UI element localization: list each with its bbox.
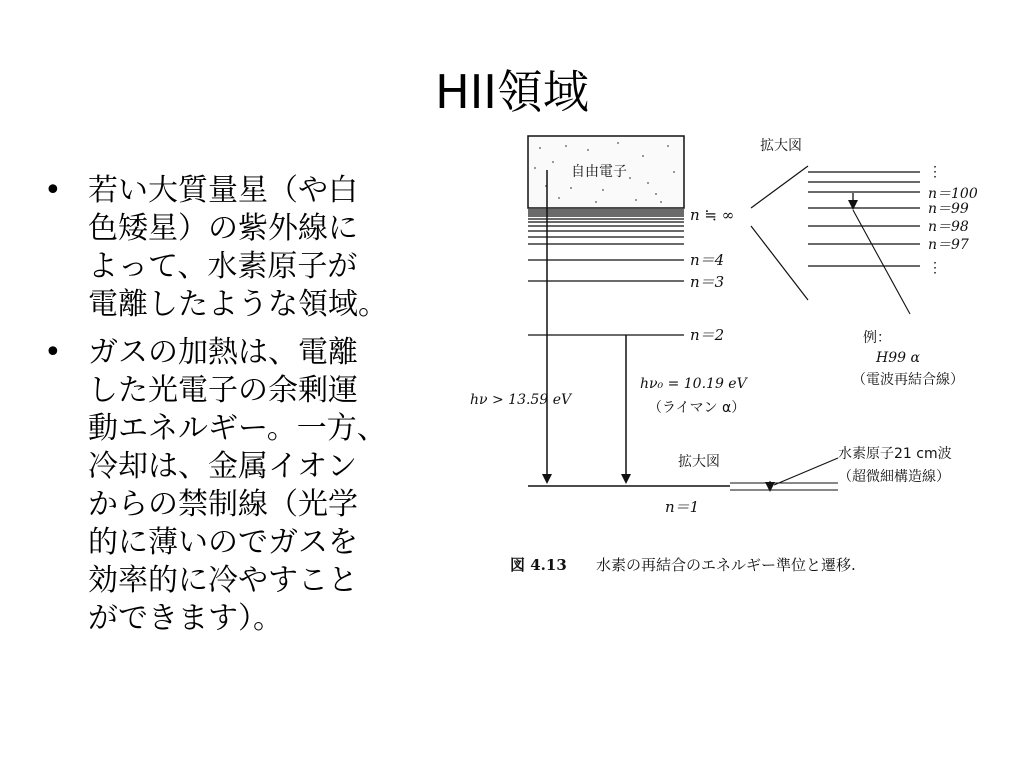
lyman-alpha-name: （ライマン α） [648,400,746,416]
example-line-label: H99 α [876,350,920,366]
zoom-dots-bottom: ⋮ [928,260,942,276]
bullet-line: 色矮星）の紫外線に [88,211,358,246]
example-desc-label: （電波再結合線） [852,372,964,388]
level-n1-label: n＝1 [665,498,700,516]
bullet-text [88,334,442,638]
zoom-connector-bottom [751,226,808,300]
energy-level-figure [458,128,1002,582]
zoom-level-n98-label: n＝98 [928,219,969,235]
bullet-item [42,172,442,324]
bullet-marker: • [44,335,62,370]
enlarged-view-label-top: 拡大図 [760,138,802,154]
energy-level-diagram [458,128,1002,582]
bullet-line: ガスの加熱は、電離 [88,335,358,370]
level-n4-label: n＝4 [690,251,725,269]
slide-title: HII領域 [435,65,589,119]
bullet-text [88,172,442,324]
zoom-dots-top: ⋮ [928,164,942,180]
zoom-level-n100-label: n＝100 [928,186,978,202]
hyperfine-leader-line [774,458,838,485]
level-n2-label: n＝2 [690,326,725,344]
bullet-line: よって、水素原子が [88,249,358,284]
bullet-line: 動エネルギー。一方、 [88,411,387,446]
hydrogen-21cm-label: 水素原子21 cm波 [838,446,952,462]
zoom-level-lines [808,172,920,266]
bullet-list [42,172,442,648]
hyperfine-label: （超微細構造線） [838,469,950,485]
photon-ionize-label: hν > 13.59 eV [470,392,572,408]
zoom-level-n99-label: n＝99 [928,201,969,217]
level-inf-label: n ≒ ∞ [690,206,735,224]
figure-caption-number: 図 4.13 [510,556,567,574]
zoom-connector-top [751,166,808,208]
bullet-line: 冷却は、金属イオン [88,449,358,484]
level-n3-label: n＝3 [690,273,725,291]
bullet-item [42,334,442,638]
bullet-line: 若い大質量星（や白 [88,173,358,208]
bullet-line: からの禁制線（光学 [88,487,358,522]
bullet-line: 電離したような領域。 [88,287,388,322]
zoom-level-n97-label: n＝97 [928,237,969,253]
bullet-line: 的に薄いのでガスを [88,525,358,560]
bullet-line: した光電子の余剰運 [88,373,358,408]
enlarged-view-label-bottom: 拡大図 [678,454,720,470]
free-electron-label: 自由電子 [571,164,627,180]
photon-lyman-label: hν₀ = 10.19 eV [640,376,747,392]
bullet-line: 効率的に冷やすこと [88,563,358,598]
bullet-marker: • [44,173,62,208]
dense-levels [528,210,684,244]
example-label: 例： [863,330,891,346]
bullet-line: ができます）。 [88,601,283,636]
figure-caption-text: 水素の再結合のエネルギー準位と遷移. [596,556,856,574]
